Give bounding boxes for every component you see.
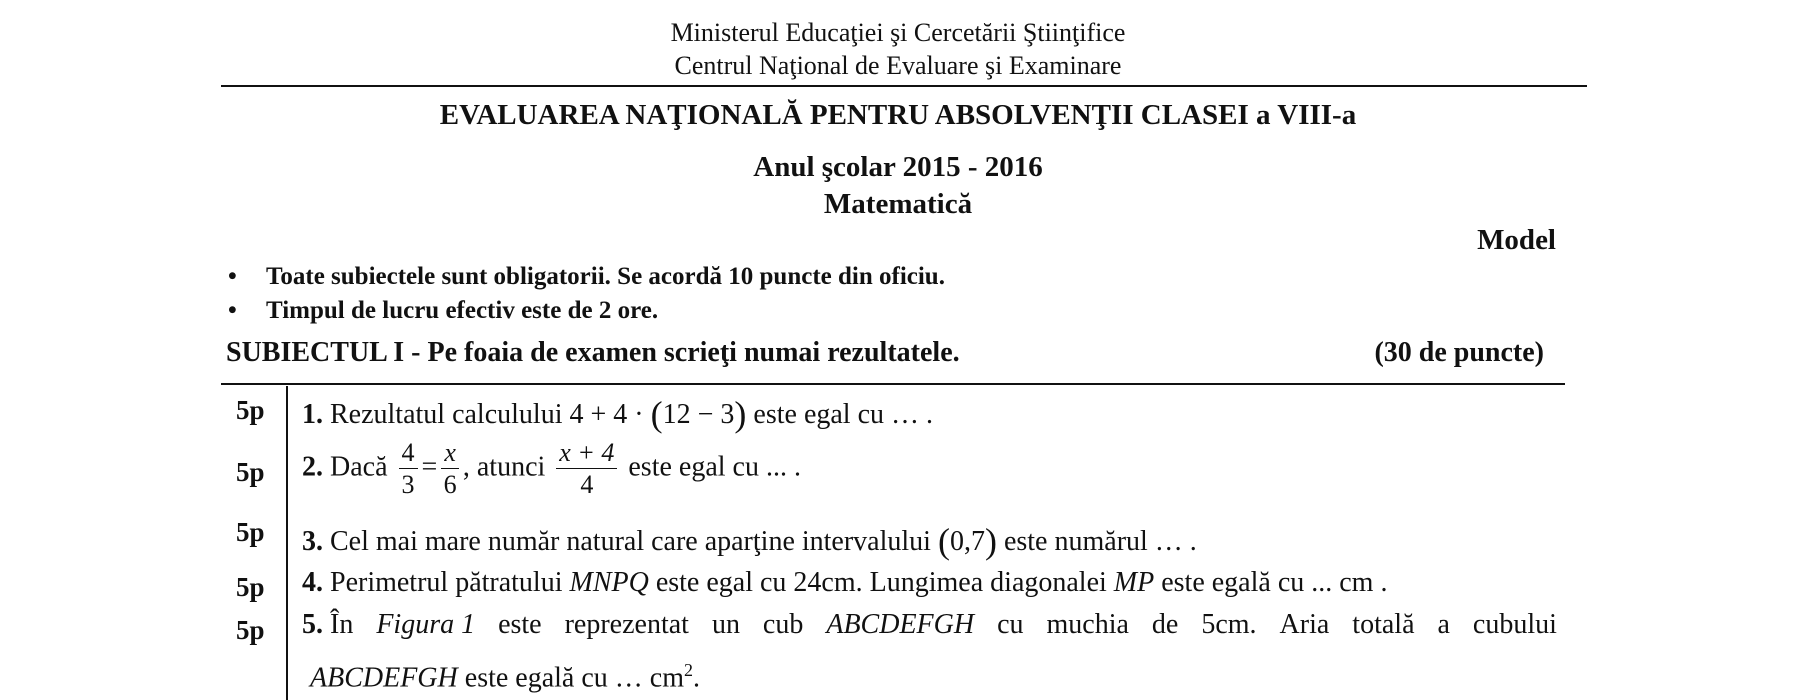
question-points: 5p — [236, 615, 265, 645]
question-points: 5p — [236, 395, 265, 425]
question-text: este egală cu … cm — [464, 662, 684, 694]
denominator: 4 — [580, 470, 594, 499]
math-variable: ABCDEFGH — [826, 609, 975, 640]
question-text: este numărul … . — [1003, 526, 1197, 557]
question-number: 2. — [302, 451, 323, 483]
question-word: este — [498, 609, 542, 640]
question-text: Perimetrul pătratului — [330, 567, 563, 598]
school-year: Anul şcolar 2015 - 2016 — [753, 151, 1043, 183]
exponent: 2 — [684, 660, 693, 680]
math-variable: MP — [1113, 567, 1155, 598]
section-divider — [221, 383, 1565, 385]
denominator: 3 — [401, 470, 415, 499]
question-number: 5. — [302, 609, 323, 640]
question-text: . Lungimea diagonalei — [855, 567, 1107, 598]
math-expression: 24cm — [793, 567, 856, 598]
question-word: cub — [762, 609, 804, 640]
evaluation-center-name: Centrul Naţional de Evaluare şi Examinare — [674, 51, 1122, 80]
question-5-line-2 — [310, 660, 700, 694]
question-word: reprezentat — [564, 609, 689, 640]
paren-close: ) — [984, 521, 997, 561]
exam-subject: Matematică — [823, 188, 973, 220]
question-text: Cel mai mare număr natural care aparţine intervalului — [330, 526, 931, 557]
math-variable: MNPQ — [569, 567, 649, 598]
figure-reference: Figura 1 — [376, 609, 476, 640]
rule-text: Toate subiectele sunt obligatorii. Se acordă 10 puncte din oficiu. — [266, 263, 945, 290]
ministry-name: Ministerul Educaţiei şi Cercetării Ştiinţifice — [670, 18, 1126, 47]
question-word: Aria — [1279, 609, 1330, 640]
model-label: Model — [1477, 224, 1556, 256]
question-word: cubului — [1472, 609, 1557, 640]
equals-sign: = — [421, 451, 438, 483]
fraction — [441, 440, 459, 498]
header-divider — [221, 85, 1587, 87]
question-word: a — [1437, 609, 1450, 640]
rules-list — [226, 260, 945, 328]
denominator: 6 — [443, 470, 457, 499]
question-text: Rezultatul calculului — [330, 399, 563, 430]
question-points: 5p — [236, 572, 265, 602]
math-variable: ABCDEFGH — [310, 662, 458, 694]
question-text: este egal cu ... . — [628, 451, 801, 483]
question-word: de — [1151, 609, 1179, 640]
question-number: 1. — [302, 399, 323, 430]
numerator: 4 — [399, 440, 418, 469]
fraction — [399, 440, 418, 498]
rule-text: Timpul de lucru efectiv este de 2 ore. — [266, 297, 659, 324]
paren-open: ( — [937, 521, 950, 561]
question-text: , atunci — [462, 451, 546, 483]
paren-close: ) — [734, 394, 747, 434]
question-text: . — [693, 662, 700, 694]
question-word — [302, 609, 353, 641]
question-word: muchia — [1046, 609, 1129, 640]
fraction — [556, 440, 617, 498]
question-word: În — [330, 609, 354, 640]
bullet-icon: • — [228, 297, 237, 324]
question-points: 5p — [236, 517, 265, 547]
question-word: un — [711, 609, 740, 640]
question-text: este egală cu ... cm . — [1161, 567, 1388, 598]
math-expression: 5cm. — [1201, 609, 1257, 640]
question-points: 5p — [236, 457, 265, 487]
rule-item — [226, 260, 945, 294]
numerator: x + 4 — [556, 440, 617, 469]
question-3 — [302, 520, 1197, 562]
question-text-line — [302, 609, 1557, 641]
question-text: este egal cu — [655, 567, 787, 598]
question-1 — [302, 393, 933, 435]
exam-title: EVALUAREA NAŢIONALĂ PENTRU ABSOLVENŢII CLASEI a VIII-a — [439, 99, 1357, 131]
question-text: este egal cu … . — [753, 399, 933, 430]
interval: 0,7 — [949, 526, 985, 557]
bullet-icon: • — [228, 263, 237, 290]
issuer-header — [0, 16, 1796, 82]
question-number: 3. — [302, 526, 323, 557]
rule-item — [226, 294, 945, 328]
math-expression: 4 + 4 · — [569, 399, 651, 430]
question-2 — [302, 440, 801, 498]
question-5 — [302, 609, 1557, 641]
section-title: SUBIECTUL I - Pe foaia de examen scrieţi numai rezultatele. — [226, 337, 960, 368]
numerator: x — [441, 440, 459, 469]
points-column-divider — [286, 386, 288, 700]
paren-open: ( — [650, 394, 663, 434]
question-4 — [302, 567, 1387, 599]
section-points: (30 de puncte) — [1374, 337, 1544, 368]
question-text: Dacă — [330, 451, 388, 483]
math-expression: 12 − 3 — [662, 399, 735, 430]
question-number: 4. — [302, 567, 323, 598]
question-word: totală — [1352, 609, 1415, 640]
question-word: cu — [997, 609, 1024, 640]
